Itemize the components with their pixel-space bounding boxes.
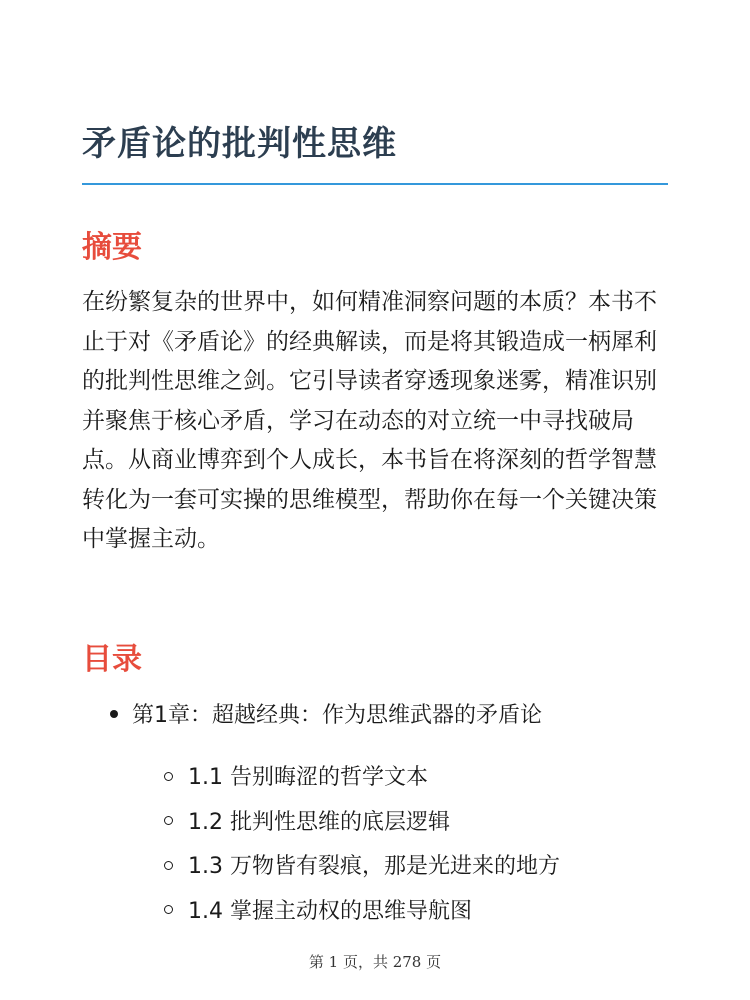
toc-section-list [164,756,560,934]
bullet-circle-icon [164,905,173,914]
toc-section-item[interactable] [164,801,560,846]
toc-section-item[interactable] [164,756,560,801]
document-title: 矛盾论的批判性思维 [82,124,397,164]
title-divider [82,183,668,185]
toc-section-label: 1.3 万物皆有裂痕，那是光进来的地方 [188,854,560,879]
abstract-paragraph: 在纷繁复杂的世界中，如何精准洞察问题的本质？本书不止于对《矛盾论》的经典解读，而是将其锻造成一柄犀利的批判性思维之剑。它引导读者穿透现象迷雾，精准识别并聚焦于核心矛盾，学习在动态的对立统一中寻找破局点。从商业博弈到个人成长，本书旨在将深刻的哲学智慧转化为一套可实操的思维模型，帮助你在每一个关键决策中掌握主动。 [82,289,657,552]
toc-section-label: 1.2 批判性思维的底层逻辑 [188,809,450,835]
toc-section-label: 1.4 掌握主动权的思维导航图 [188,898,472,924]
toc-chapter-label: 第1章：超越经典：作为思维武器的矛盾论 [132,703,542,728]
toc-section-item[interactable] [164,845,560,890]
bullet-circle-icon [164,772,173,781]
bullet-circle-icon [164,861,173,870]
abstract-heading: 摘要 [82,230,142,265]
bullet-disc-icon [110,710,118,718]
toc-heading: 目录 [82,642,142,677]
toc-section-label: 1.1 告别晦涩的哲学文本 [188,765,428,790]
bullet-circle-icon [164,816,173,825]
page-footer: 第 1 页，共 278 页 [308,953,442,971]
toc-chapter-item[interactable] [110,698,542,734]
toc-section-item[interactable] [164,890,560,935]
